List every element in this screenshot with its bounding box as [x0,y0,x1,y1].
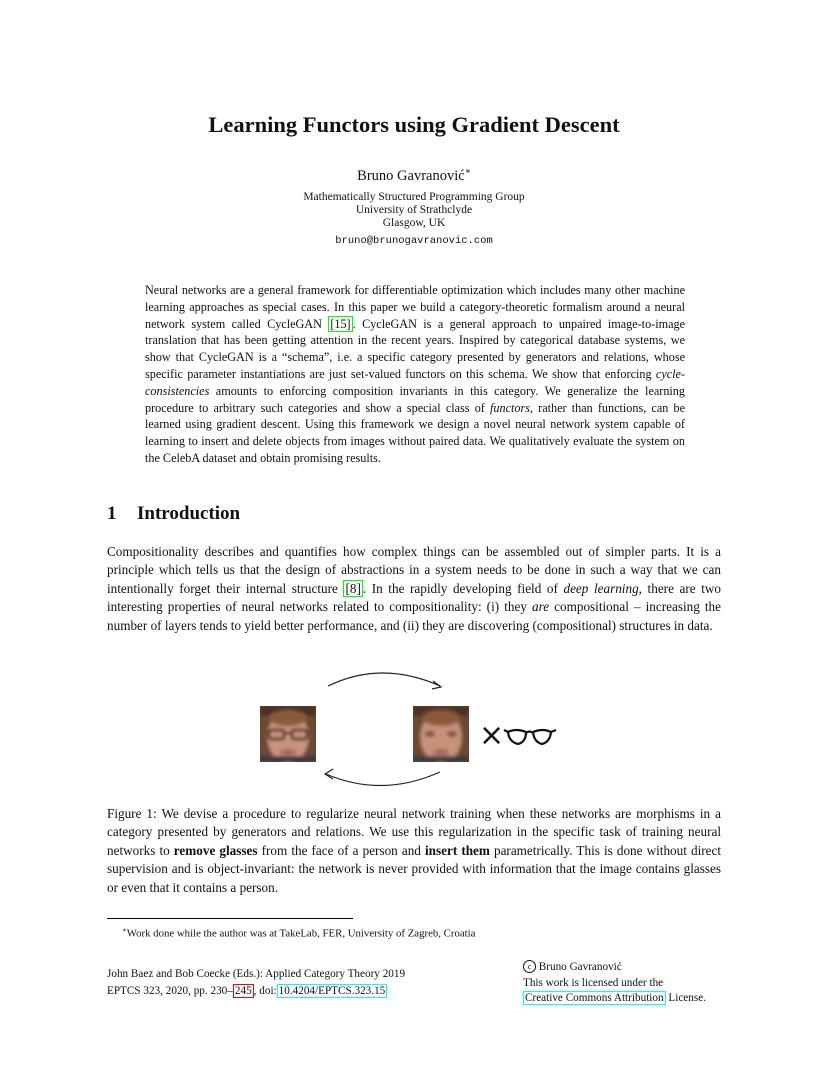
intro-text: , there are two interesting properties of neural networks related to compositionality: (i) they [107,580,721,615]
author-footnote-mark: ∗ [464,166,471,176]
license-line [523,991,706,1007]
abstract-text: , rather than functions, can be learned using gradient descent. Using this framework we design a novel neural network system capable of learning to insert and delete objects from images without paired data. We qualitatively evaluate the system on the CelebA dataset and obtain promising results. [145,400,685,465]
affiliation [0,191,828,231]
caption-bold: insert them [425,842,490,858]
abstract-emphasis: functors [490,400,530,415]
intro-paragraph [107,543,721,635]
abstract-emphasis: cycle-consistencies [145,366,685,398]
abstract [145,282,685,467]
author-email: bruno@brunogavranovic.com [335,235,493,247]
license-author: Bruno Gavranović [538,961,622,973]
glasses-icon [504,730,556,744]
intro-text: . In the rapidly developing field of [362,580,564,596]
bottom-arrow [326,772,440,786]
venue-text: , doi: [253,984,277,997]
paper-title: Learning Functors using Gradient Descent [208,112,620,137]
author-name [0,166,828,185]
citation-link[interactable]: [15] [330,316,351,331]
abstract-text: . CycleGAN is a general approach to unpaired image-to-image translation that has been getting attention in the recent years. Inspired by categorical database systems, we show that CycleGAN is a “schema”, i.e. a specific category presented by generators and relations, whose specific parameter instantiations are just set-valued functors on this schema. We show that enforcing [145,316,686,381]
intro-emphasis: deep learning [563,580,639,596]
section-number: 1 [107,503,117,524]
footnote-divider [107,918,353,919]
intro-emphasis: are [531,599,550,615]
figure-caption [107,805,721,897]
times-symbol: × [479,718,505,753]
venue-line [107,983,405,1000]
section-heading [107,503,240,525]
section-title: Introduction [137,503,241,524]
license-info [523,960,706,1007]
caption-text: parametrically. This is done without direct supervision and is object-invariant: the network is never provided with information that the image contains glasses or even that it contains a person. [107,842,722,895]
venue-line: John Baez and Bob Coecke (Eds.): Applied Category Theory 2019 [107,968,406,980]
venue-text: EPTCS 323, 2020, pp. 230– [107,984,233,997]
abstract-text: amounts to enforcing composition invariants in this category. We generalize the learning procedure to arbitrary such categories and show a special class of [145,383,685,415]
intro-text: Compositionality describes and quantifies how complex things can be assembled out of simpler parts. It is a principle which tells us that the design of abstractions in a system needs to be done in such a way that we can intentionally forget their internal structure [107,544,721,596]
top-arrow [328,673,440,686]
license-text: License. [665,992,706,1004]
affiliation-line: Glasgow, UK [382,217,446,230]
license-line [523,960,706,976]
author-text: Bruno Gavranović [357,167,465,184]
footnote [122,926,475,940]
face-with-glasses-image [260,706,316,762]
caption-bold: remove glasses [173,842,258,858]
intro-text: compositional – increasing the number of layers tends to yield better performance, and (ii) they are discovering (compositional) structures in data. [107,599,721,633]
venue-info [107,966,405,999]
face-without-glasses-image [413,706,469,762]
citation-link[interactable]: [8] [345,580,361,596]
caption-text: from the face of a person and [257,842,425,858]
affiliation-line: University of Strathclyde [355,204,473,217]
figure-1 [250,662,570,792]
doi-link[interactable]: 10.4204/EPTCS.323.15 [278,984,386,997]
footnote-mark: ∗ [122,926,127,934]
footnote-text: Work done while the author was at TakeLab, FER, University of Zagreb, Croatia [126,927,476,940]
cc-license-link[interactable]: Creative Commons Attribution [525,992,664,1004]
page-end-link[interactable]: 245 [234,984,252,997]
caption-text: Figure 1: We devise a procedure to regularize neural network training when these networks are morphisms in a category presented by generators and relations. We use this regularization in the specific task of training neural networks to [107,806,721,858]
copyright-icon: c [523,960,536,973]
abstract-text: Neural networks are a general framework for differentiable optimization which includes many other machine learning approaches as special cases. In this paper we build a category-theoretic formalism around a neural network system called CycleGAN [145,283,685,331]
affiliation-line: Mathematically Structured Programming Group [303,191,525,203]
license-line: This work is licensed under the [523,976,664,989]
